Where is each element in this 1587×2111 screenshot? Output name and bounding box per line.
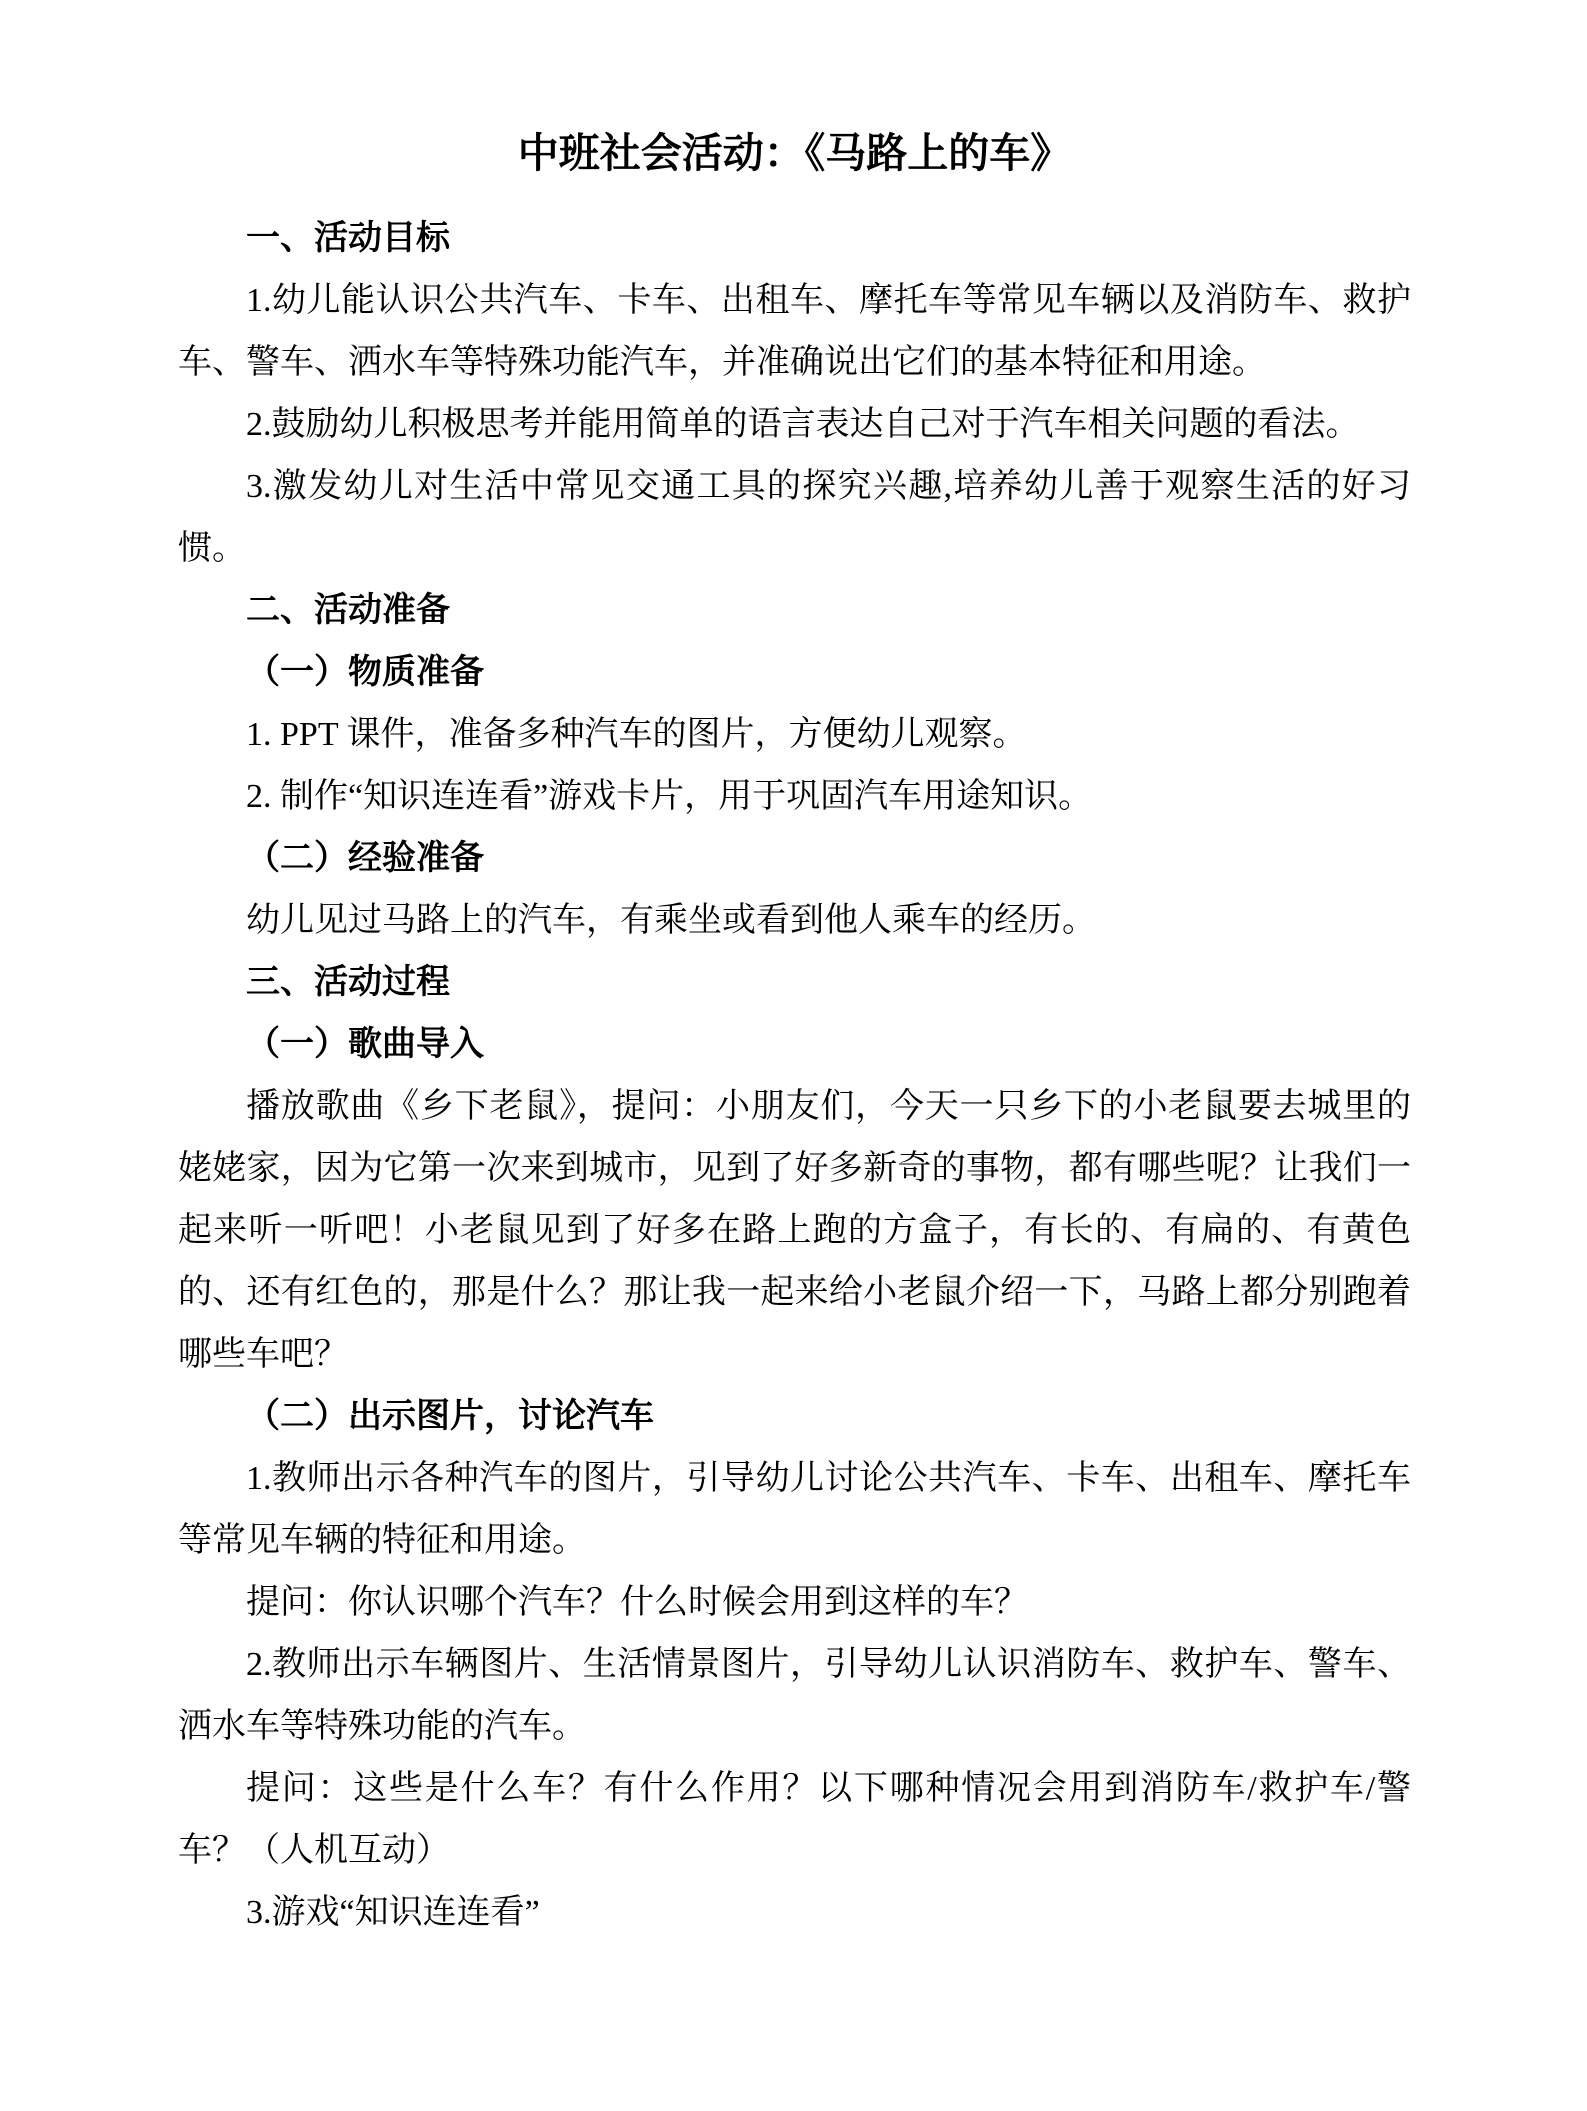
body-paragraph: 3.游戏“知识连连看” [246,1894,540,1931]
body-paragraph: 播放歌曲《乡下老鼠》，提问：小朋友们，今天一只乡下的小老鼠要去城里的姥姥家，因为它第一次来到城市，见到了好多新奇的事物，都有哪些呢？让我们一起来听一听吧！小老鼠见到了好多在路上跑的方盒子，有长的、有扁的、有黄色的、还有红色的，那是什么？那让我一起来给小老鼠介绍一下，马路上都分别跑着哪些车吧？ [178,1088,1411,1373]
paragraph-list [178,208,1411,1944]
body-paragraph: 2. 制作“知识连连看”游戏卡片，用于巩固汽车用途知识。 [246,778,1093,815]
body-paragraph: 1.幼儿能认识公共汽车、卡车、出租车、摩托车等常见车辆以及消防车、救护车、警车、洒水车等特殊功能汽车，并准确说出它们的基本特征和用途。 [178,282,1411,381]
section-heading: （一）物质准备 [246,654,484,691]
section-heading: 二、活动准备 [246,592,450,629]
body-paragraph: 2.教师出示车辆图片、生活情景图片，引导幼儿认识消防车、救护车、警车、洒水车等特殊功能的汽车。 [178,1646,1411,1745]
section-heading: 三、活动过程 [246,964,450,1001]
body-paragraph: 2.鼓励幼儿积极思考并能用简单的语言表达自己对于汽车相关问题的看法。 [246,406,1360,443]
body-paragraph: 1. PPT 课件，准备多种汽车的图片，方便幼儿观察。 [246,716,1027,753]
section-heading: （二）出示图片，讨论汽车 [246,1398,654,1435]
body-paragraph: 3.激发幼儿对生活中常见交通工具的探究兴趣,培养幼儿善于观察生活的好习惯。 [178,468,1411,567]
document-title: 中班社会活动：《马路上的车》 [517,130,1072,176]
body-paragraph: 提问：你认识哪个汽车？什么时候会用到这样的车？ [246,1584,1028,1621]
body-paragraph: 提问：这些是什么车？有什么作用？以下哪种情况会用到消防车/救护车/警车？（人机互动） [178,1770,1411,1869]
section-heading: 一、活动目标 [246,220,450,257]
section-heading: （二）经验准备 [246,840,484,877]
body-paragraph: 1.教师出示各种汽车的图片，引导幼儿讨论公共汽车、卡车、出租车、摩托车等常见车辆的特征和用途。 [178,1460,1411,1559]
section-heading: （一）歌曲导入 [246,1026,484,1063]
body-paragraph: 幼儿见过马路上的汽车，有乘坐或看到他人乘车的经历。 [246,902,1096,939]
